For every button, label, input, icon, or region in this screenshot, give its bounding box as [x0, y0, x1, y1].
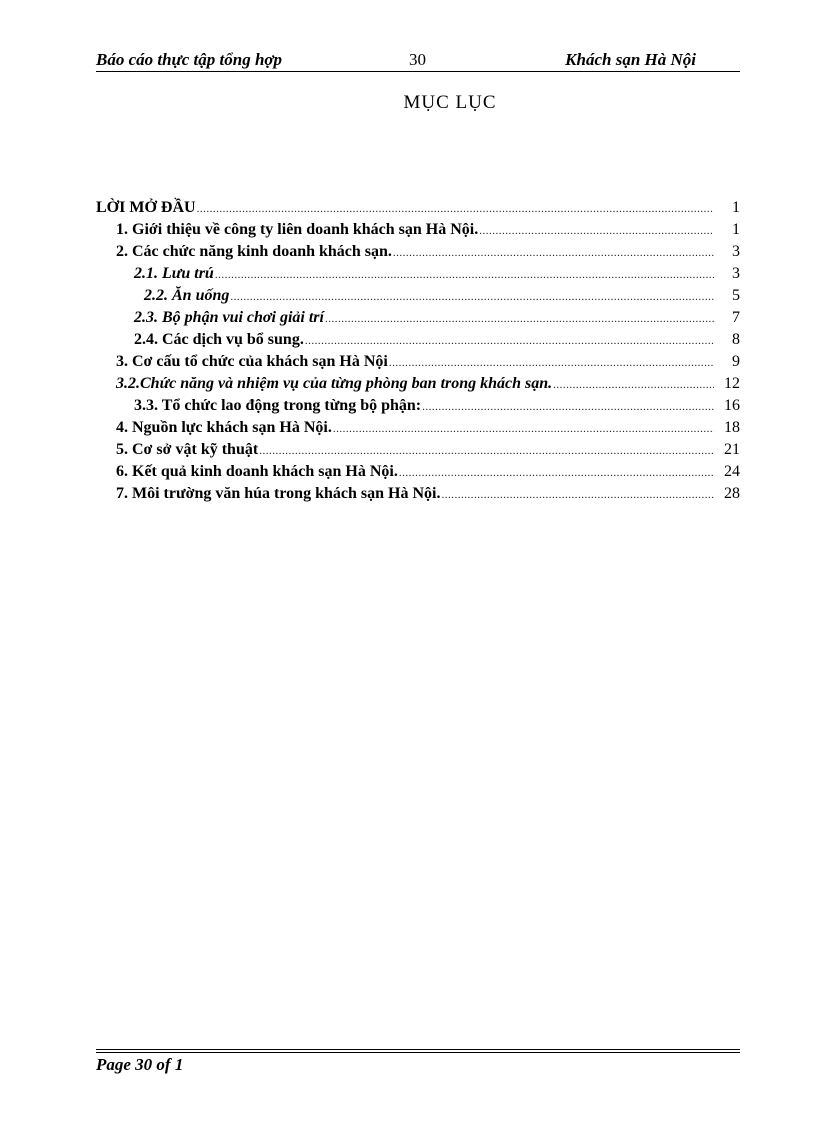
toc-entry[interactable]: [96, 441, 740, 463]
toc-entry[interactable]: [96, 485, 740, 507]
toc-entry[interactable]: [96, 397, 740, 419]
toc-entry-text: 3.3. Tổ chức lao động trong từng bộ phận:: [134, 397, 422, 414]
toc-entry-text: 2.2. Ăn uống: [144, 287, 230, 304]
toc-entry[interactable]: [96, 463, 740, 485]
toc-leader: [553, 379, 714, 391]
toc-entry[interactable]: [96, 221, 740, 243]
toc-entry-text: LỜI MỞ ĐẦU: [96, 199, 196, 216]
toc-entry-text: 2.3. Bộ phận vui chơi giải trí: [134, 309, 324, 326]
footer-rule: [96, 1049, 740, 1050]
toc-entry[interactable]: [96, 375, 740, 397]
toc-entry-text: 7. Môi trường văn húa trong khách sạn Hà Nội.: [116, 485, 441, 502]
toc-leader: [393, 247, 714, 259]
toc-entry-page: 21: [724, 441, 740, 458]
toc-entry[interactable]: [96, 331, 740, 353]
toc-entry-page: 16: [724, 397, 740, 414]
toc-leader: [197, 203, 714, 215]
toc-entry-text: 1. Giới thiệu về công ty liên doanh khách sạn Hà Nội.: [116, 221, 479, 238]
toc-entry-page: 1: [732, 199, 740, 216]
toc-leader: [399, 467, 714, 479]
toc-entry-page: 8: [732, 331, 740, 348]
toc-entry-page: 3: [732, 243, 740, 260]
table-of-contents: [96, 199, 740, 507]
toc-leader: [325, 313, 714, 325]
page-header: [96, 50, 740, 72]
toc-entry-page: 3: [732, 265, 740, 282]
toc-leader: [422, 401, 714, 413]
header-report-title: Báo cáo thực tập tổng hợp: [96, 50, 283, 69]
page-footer: Page 30 of 1: [96, 1055, 184, 1074]
toc-entry[interactable]: [96, 265, 740, 287]
toc-entry-text: 6. Kết quả kinh doanh khách sạn Hà Nội.: [116, 463, 398, 480]
toc-entry-page: 1: [732, 221, 740, 238]
toc-entry-text: 5. Cơ sở vật kỹ thuật: [116, 441, 259, 458]
header-rule: [96, 71, 740, 72]
toc-entry[interactable]: [96, 243, 740, 265]
toc-leader: [305, 335, 714, 347]
toc-entry[interactable]: [96, 199, 740, 221]
toc-entry-text: 3.2.Chức năng và nhiệm vụ của từng phòng ban trong khách sạn.: [116, 375, 553, 392]
toc-entry-text: 2.4. Các dịch vụ bổ sung.: [134, 331, 304, 348]
toc-entry-text: 2.1. Lưu trú: [134, 265, 214, 282]
toc-entry[interactable]: [96, 287, 740, 309]
header-page-number: 30: [409, 50, 426, 69]
toc-entry-page: 28: [724, 485, 740, 502]
toc-entry-page: 9: [732, 353, 740, 370]
toc-entry[interactable]: [96, 419, 740, 441]
toc-leader: [259, 445, 714, 457]
toc-leader: [230, 291, 714, 303]
toc-entry-page: 7: [732, 309, 740, 326]
header-hotel-name: Khách sạn Hà Nội: [565, 50, 696, 69]
toc-entry-page: 5: [732, 287, 740, 304]
toc-entry-page: 12: [724, 375, 740, 392]
toc-leader: [389, 357, 714, 369]
toc-title: MỤC LỤC: [403, 92, 497, 113]
toc-entry[interactable]: [96, 353, 740, 375]
toc-leader: [441, 489, 714, 501]
toc-entry-text: 3. Cơ cấu tổ chức của khách sạn Hà Nội: [116, 353, 388, 370]
footer-rule: [96, 1052, 740, 1053]
toc-entry-text: 2. Các chức năng kinh doanh khách sạn.: [116, 243, 392, 260]
toc-entry-text: 4. Nguồn lực khách sạn Hà Nội.: [116, 419, 332, 436]
toc-leader: [479, 225, 714, 237]
toc-entry-page: 18: [724, 419, 740, 436]
toc-entry[interactable]: [96, 309, 740, 331]
toc-entry-page: 24: [724, 463, 740, 480]
toc-leader: [333, 423, 714, 435]
toc-leader: [215, 269, 714, 281]
